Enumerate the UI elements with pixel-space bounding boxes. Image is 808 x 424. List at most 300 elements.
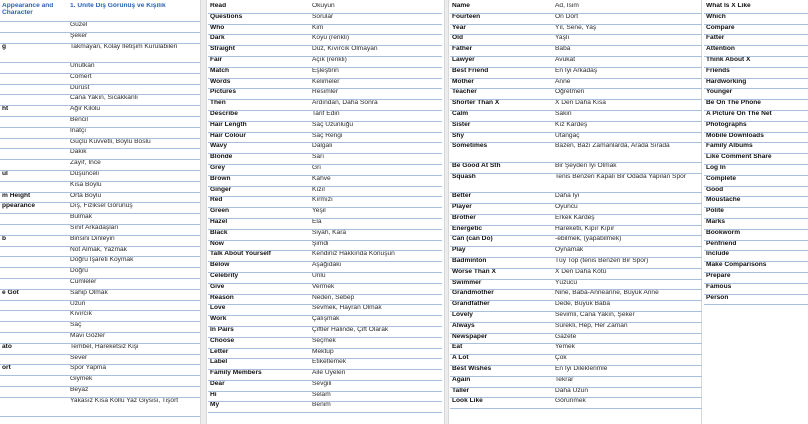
table-row	[704, 208, 808, 219]
turkish-translation: On Dört	[553, 13, 702, 24]
turkish-translation: Not Almak, Yazmak	[68, 246, 200, 257]
english-term: Calm	[450, 110, 553, 121]
table-row	[208, 380, 442, 391]
table-row	[208, 78, 442, 89]
table-row	[0, 32, 200, 43]
table-row	[450, 78, 702, 89]
turkish-translation: Doğru	[68, 268, 200, 279]
turkish-translation: Güçlü Kuvvetli, Boylu Boslu	[68, 138, 200, 149]
table-row	[208, 337, 442, 348]
english-term: Photographs	[704, 121, 808, 132]
english-term: ppearance	[0, 203, 68, 214]
turkish-translation: -ebilmek, (yapabilmek)	[553, 236, 702, 247]
english-term: Questions	[208, 13, 310, 24]
turkish-translation: Yemek	[553, 344, 702, 355]
turkish-translation: Sever	[68, 354, 200, 365]
turkish-translation: Bazen, Bazı Zamanlarda, Arada Sırada	[553, 143, 702, 163]
turkish-translation: Saç Rengi	[310, 132, 442, 143]
table-row	[0, 192, 200, 203]
vocab-table-2	[208, 3, 442, 413]
table-row	[450, 225, 702, 236]
turkish-translation: Mavi Gözler	[68, 333, 200, 344]
english-term: Which	[704, 13, 808, 24]
table-row	[450, 35, 702, 46]
table-row	[450, 398, 702, 409]
turkish-translation: Zayıf, İnce	[68, 160, 200, 171]
english-term: Taller	[450, 387, 553, 398]
table-row	[208, 262, 442, 273]
table-row	[704, 294, 808, 305]
english-term	[0, 268, 68, 279]
english-term	[0, 376, 68, 387]
english-term: Think About X	[704, 56, 808, 67]
turkish-translation: Dakik	[68, 149, 200, 160]
table-row	[450, 203, 702, 214]
vocab-table-4	[704, 3, 808, 305]
english-term: Grandfather	[450, 301, 553, 312]
english-term	[0, 279, 68, 290]
english-term: Younger	[704, 89, 808, 100]
table-row	[208, 294, 442, 305]
english-term: m Height	[0, 192, 68, 203]
english-term	[0, 95, 68, 106]
english-term: Fatter	[704, 35, 808, 46]
table-row	[704, 262, 808, 273]
english-term	[0, 117, 68, 128]
english-term	[0, 22, 68, 33]
turkish-translation: Aile Üyeleri	[310, 370, 442, 381]
table-row	[208, 326, 442, 337]
english-term	[0, 181, 68, 192]
table-row	[704, 110, 808, 121]
turkish-translation: Giymek	[68, 376, 200, 387]
turkish-translation: Kırmızı	[310, 197, 442, 208]
turkish-translation: X Den Daha Kötü	[553, 268, 702, 279]
english-term: Marks	[704, 218, 808, 229]
table-row	[0, 343, 200, 354]
table-row	[704, 164, 808, 175]
table-row	[0, 43, 200, 63]
english-term: Read	[208, 3, 310, 13]
table-row	[450, 214, 702, 225]
table-row	[208, 164, 442, 175]
english-term: Include	[704, 251, 808, 262]
english-term: Eat	[450, 344, 553, 355]
english-term: Name	[450, 3, 553, 13]
table-row	[0, 63, 200, 74]
table-row	[450, 355, 702, 366]
english-term: Brother	[450, 214, 553, 225]
table-row	[450, 257, 702, 268]
table-row	[208, 305, 442, 316]
turkish-translation: Utangaç	[553, 132, 702, 143]
turkish-translation: Oyuncu	[553, 203, 702, 214]
table-row	[208, 370, 442, 381]
english-term: Family Albums	[704, 143, 808, 154]
turkish-translation: Tarif Edin	[310, 110, 442, 121]
table-row	[0, 106, 200, 117]
english-term	[0, 225, 68, 236]
english-term: Best Wishes	[450, 365, 553, 376]
turkish-translation: Aşağıdaki	[310, 262, 442, 273]
turkish-translation: X Den Daha Kısa	[553, 100, 702, 111]
turkish-translation: Mektup	[310, 348, 442, 359]
turkish-translation: Avukat	[553, 56, 702, 67]
turkish-translation: Tüy Top (tenis Benzeri Bir Spor)	[553, 257, 702, 268]
turkish-translation: Düşünceli	[68, 171, 200, 182]
turkish-translation: Güzel	[68, 22, 200, 33]
table-row	[208, 13, 442, 24]
english-term: Hardworking	[704, 78, 808, 89]
english-term: ht	[0, 106, 68, 117]
table-row	[0, 127, 200, 138]
table-row	[0, 84, 200, 95]
turkish-translation: Tenis Benzeri Kapalı Bir Odada Yapılan Spor	[553, 173, 702, 193]
english-term: Polite	[704, 208, 808, 219]
turkish-translation: Bulmak	[68, 214, 200, 225]
table-row	[450, 67, 702, 78]
english-term: Can (can Do)	[450, 236, 553, 247]
english-term	[0, 300, 68, 311]
turkish-translation: Kız Kardeş	[553, 121, 702, 132]
turkish-translation: Eşleştirin	[310, 67, 442, 78]
turkish-translation: Hareketli, Kıpır Kıpır	[553, 225, 702, 236]
english-term: Be Good At Sth	[450, 162, 553, 173]
turkish-translation: Yaşlı	[553, 35, 702, 46]
english-term: Wavy	[208, 143, 310, 154]
table-row	[0, 279, 200, 290]
table-row	[704, 175, 808, 186]
header-english: Appearance and Character	[0, 3, 68, 22]
table-row	[208, 218, 442, 229]
table-row	[0, 138, 200, 149]
table-row	[704, 218, 808, 229]
turkish-translation: Dürüst	[68, 84, 200, 95]
english-term: Dear	[208, 380, 310, 391]
english-term: Work	[208, 316, 310, 327]
table-row	[450, 333, 702, 344]
english-term: Hair Colour	[208, 132, 310, 143]
table-row	[450, 143, 702, 163]
table-row	[208, 251, 442, 262]
english-term: Worse Than X	[450, 268, 553, 279]
table-row	[704, 67, 808, 78]
english-term	[0, 333, 68, 344]
english-term	[0, 149, 68, 160]
table-row	[0, 268, 200, 279]
turkish-translation: Etiketlemek	[310, 359, 442, 370]
table-row	[450, 376, 702, 387]
turkish-translation: Sevgili	[310, 380, 442, 391]
english-term: Fourteen	[450, 13, 553, 24]
english-term: Badminton	[450, 257, 553, 268]
table-header-row	[0, 3, 200, 22]
turkish-translation: Yıl, Sene, Yaş	[553, 24, 702, 35]
turkish-translation: Çiftler Halinde, Çift Olarak	[310, 326, 442, 337]
english-term: Red	[208, 197, 310, 208]
turkish-translation: Ardından, Daha Sonra	[310, 100, 442, 111]
table-row	[208, 3, 442, 13]
english-term: Be On The Phone	[704, 100, 808, 111]
english-term: Match	[208, 67, 310, 78]
table-row	[208, 348, 442, 359]
english-term: Shorter Than X	[450, 100, 553, 111]
table-row	[450, 193, 702, 204]
table-row	[450, 56, 702, 67]
english-term: Best Friend	[450, 67, 553, 78]
turkish-translation: Birisini Dinleyin	[68, 235, 200, 246]
table-row	[450, 24, 702, 35]
english-term	[0, 63, 68, 74]
turkish-translation: Seçmek	[310, 337, 442, 348]
turkish-translation: Sarı	[310, 154, 442, 165]
table-row	[208, 154, 442, 165]
english-term: Swimmer	[450, 279, 553, 290]
table-row	[0, 203, 200, 214]
english-term: A Picture On The Net	[704, 110, 808, 121]
turkish-translation: Anne	[553, 78, 702, 89]
english-term: b	[0, 235, 68, 246]
table-row	[0, 160, 200, 171]
table-row	[704, 89, 808, 100]
english-term: Sister	[450, 121, 553, 132]
english-term	[0, 354, 68, 365]
table-row	[208, 67, 442, 78]
english-term: Black	[208, 229, 310, 240]
turkish-translation: Siyah, Kara	[310, 229, 442, 240]
table-row	[0, 225, 200, 236]
english-term: Person	[704, 294, 808, 305]
turkish-translation: Düz, Kıvırcık Olmayan	[310, 46, 442, 57]
english-term: Describe	[208, 110, 310, 121]
english-term: Words	[208, 78, 310, 89]
turkish-translation: Vermek	[310, 283, 442, 294]
table-row	[208, 175, 442, 186]
english-term: Brown	[208, 175, 310, 186]
english-term: Bookworm	[704, 229, 808, 240]
header-turkish: 1. Ünite Dış Görünüş ve Kişilik	[68, 3, 200, 22]
table-row	[0, 117, 200, 128]
turkish-translation: Cömert	[68, 73, 200, 84]
table-row	[450, 236, 702, 247]
table-row	[0, 73, 200, 84]
turkish-translation: Kelimeler	[310, 78, 442, 89]
table-row	[208, 316, 442, 327]
table-row	[704, 272, 808, 283]
turkish-translation: Yakasız Kısa Kollu Yaz Giysisi, Tişört	[68, 397, 200, 417]
table-row	[450, 89, 702, 100]
table-row	[704, 132, 808, 143]
turkish-translation: Sevimli, Cana Yakın, Şeker	[553, 311, 702, 322]
table-row	[450, 3, 702, 13]
turkish-translation: Gazete	[553, 333, 702, 344]
turkish-translation: Bir Şeyden İyi Olmak	[553, 162, 702, 173]
turkish-translation: Tembel, Hareketsiz Kişi	[68, 343, 200, 354]
english-term: Shy	[450, 132, 553, 143]
turkish-translation: Görünmek	[553, 398, 702, 409]
table-row	[704, 283, 808, 294]
turkish-translation: Spor Yapma	[68, 365, 200, 376]
english-term: Squash	[450, 173, 553, 193]
english-term: Prepare	[704, 272, 808, 283]
english-term: Play	[450, 247, 553, 258]
english-term: Ginger	[208, 186, 310, 197]
table-row	[450, 46, 702, 57]
english-term: Moustache	[704, 197, 808, 208]
table-row	[208, 272, 442, 283]
table-row	[450, 121, 702, 132]
english-term: Hazel	[208, 218, 310, 229]
english-term: Player	[450, 203, 553, 214]
table-row	[0, 235, 200, 246]
turkish-translation: Şeker	[68, 32, 200, 43]
table-row	[208, 56, 442, 67]
english-term	[0, 257, 68, 268]
table-row	[208, 186, 442, 197]
english-term	[0, 214, 68, 225]
english-term: Sometimes	[450, 143, 553, 163]
english-term	[0, 73, 68, 84]
table-row	[0, 387, 200, 398]
table-row	[450, 387, 702, 398]
english-term: Green	[208, 208, 310, 219]
table-row	[0, 333, 200, 344]
english-term: Always	[450, 322, 553, 333]
english-term: In Pairs	[208, 326, 310, 337]
table-row	[704, 78, 808, 89]
english-term: Compare	[704, 24, 808, 35]
english-term: Love	[208, 305, 310, 316]
english-term: A Lot	[450, 355, 553, 366]
english-term: Mother	[450, 78, 553, 89]
turkish-translation: Yüzücü	[553, 279, 702, 290]
table-row	[450, 247, 702, 258]
turkish-translation: Açık (renkli)	[310, 56, 442, 67]
english-term: Give	[208, 283, 310, 294]
table-row	[704, 13, 808, 24]
turkish-translation: Çalışmak	[310, 316, 442, 327]
turkish-translation: Kıvırcık	[68, 311, 200, 322]
turkish-translation: Daha Uzun	[553, 387, 702, 398]
table-row	[450, 132, 702, 143]
table-row	[208, 143, 442, 154]
vocab-table-3	[450, 3, 702, 409]
english-term	[0, 84, 68, 95]
english-term: Family Members	[208, 370, 310, 381]
turkish-translation: Okuyun	[310, 3, 442, 13]
english-term: Penfriend	[704, 240, 808, 251]
turkish-translation: Cana Yakın, Sıcakkanlı	[68, 95, 200, 106]
turkish-translation: En İyi Dileklerimle	[553, 365, 702, 376]
table-row	[704, 154, 808, 165]
turkish-translation: Cümleler	[68, 279, 200, 290]
english-term: Lovely	[450, 311, 553, 322]
table-row	[0, 300, 200, 311]
table-row	[208, 132, 442, 143]
turkish-translation: Neden, Sebep	[310, 294, 442, 305]
table-row	[450, 311, 702, 322]
turkish-translation: Kahve	[310, 175, 442, 186]
table-row	[0, 149, 200, 160]
turkish-translation: Gri	[310, 164, 442, 175]
table-row	[208, 283, 442, 294]
table-row	[208, 121, 442, 132]
table-row	[704, 229, 808, 240]
table-row	[208, 240, 442, 251]
table-row	[704, 251, 808, 262]
table-row	[704, 121, 808, 132]
english-term: Friends	[704, 67, 808, 78]
english-term: Log In	[704, 164, 808, 175]
english-term	[0, 32, 68, 43]
table-row	[0, 311, 200, 322]
turkish-translation: En İyi Arkadaş	[553, 67, 702, 78]
turkish-translation: Kendiniz Hakkında Konuşun	[310, 251, 442, 262]
english-term	[0, 311, 68, 322]
english-term: Mobile Downloads	[704, 132, 808, 143]
english-term: Talk About Yourself	[208, 251, 310, 262]
turkish-translation: Ela	[310, 218, 442, 229]
english-term: Reason	[208, 294, 310, 305]
english-term: Like Comment Share	[704, 154, 808, 165]
turkish-translation: Erkek Kardeş	[553, 214, 702, 225]
table-row	[208, 110, 442, 121]
english-term: Then	[208, 100, 310, 111]
english-term: Celebrity	[208, 272, 310, 283]
turkish-translation: Kısa Boylu	[68, 181, 200, 192]
english-term: Year	[450, 24, 553, 35]
english-term: Good	[704, 186, 808, 197]
turkish-translation: Öğretmen	[553, 89, 702, 100]
turkish-translation: Ad, İsim	[553, 3, 702, 13]
turkish-translation: Ünlü	[310, 272, 442, 283]
english-term: Father	[450, 46, 553, 57]
english-term: Who	[208, 24, 310, 35]
table-row	[0, 365, 200, 376]
table-row	[208, 391, 442, 402]
table-row	[704, 3, 808, 13]
turkish-translation: Doğru İşareti Koymak	[68, 257, 200, 268]
table-row	[450, 344, 702, 355]
turkish-translation: Baba	[553, 46, 702, 57]
english-term: Blonde	[208, 154, 310, 165]
turkish-translation: Sakin	[553, 110, 702, 121]
table-row	[450, 268, 702, 279]
turkish-translation: Dede, Büyük Baba	[553, 301, 702, 312]
english-term: Famous	[704, 283, 808, 294]
english-term: Fair	[208, 56, 310, 67]
english-term: Newspaper	[450, 333, 553, 344]
turkish-translation: Resimler	[310, 89, 442, 100]
turkish-translation: Kızıl	[310, 186, 442, 197]
turkish-translation: Saç	[68, 322, 200, 333]
english-term: Straight	[208, 46, 310, 57]
turkish-translation: Bencil	[68, 117, 200, 128]
english-term	[0, 138, 68, 149]
table-row	[450, 173, 702, 193]
turkish-translation: Koyu (renkli)	[310, 35, 442, 46]
table-row	[0, 397, 200, 417]
table-row	[0, 322, 200, 333]
turkish-translation: Oynamak	[553, 247, 702, 258]
table-row	[0, 22, 200, 33]
english-term: Energetic	[450, 225, 553, 236]
table-row	[704, 197, 808, 208]
english-term: Again	[450, 376, 553, 387]
turkish-translation: Şimdi	[310, 240, 442, 251]
table-row	[704, 240, 808, 251]
english-term: Letter	[208, 348, 310, 359]
